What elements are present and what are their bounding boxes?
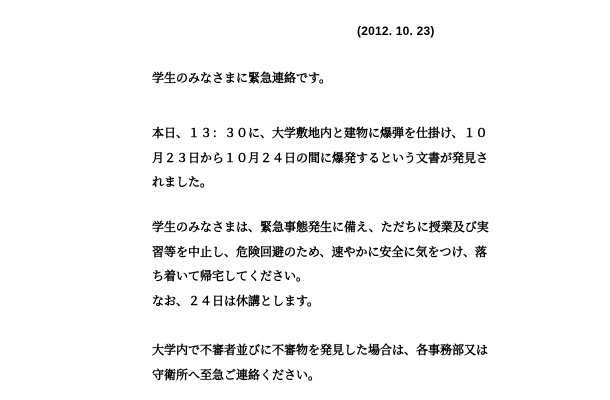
paragraph-line: ち着いて帰宅してください。: [152, 269, 309, 283]
notice-greeting: [152, 66, 452, 91]
paragraph-line: 守衛所へ至急ご連絡ください。: [152, 367, 321, 382]
paragraph-line: 本日、１３：３０に、大学敷地内と建物に爆弾を仕掛け、１０: [152, 126, 488, 140]
paragraph-line: 習等を中止し、危険回避のため、速やかに安全に気をつけ、落: [152, 244, 488, 259]
notice-paragraph-instructions: [152, 215, 489, 313]
notice-paragraph-contact: [152, 338, 489, 387]
paragraph-line: 学生のみなさまは、緊急事態発生に備え、ただちに授業及び実: [152, 220, 489, 234]
paragraph-line: れました。: [152, 175, 213, 189]
paragraph-line: 月２３日から１０月２４日の間に爆発するという文書が発見さ: [152, 150, 489, 165]
greeting-line: 学生のみなさまに緊急連絡です。: [152, 71, 332, 85]
paragraph-line: 大学内で不審者並びに不審物を発見した場合は、各事務部又は: [152, 343, 489, 357]
notice-date: (2012. 10. 23): [357, 24, 435, 38]
paragraph-line: なお、２４日は休講とします。: [152, 293, 320, 308]
notice-paragraph-bomb-threat: [152, 121, 489, 195]
